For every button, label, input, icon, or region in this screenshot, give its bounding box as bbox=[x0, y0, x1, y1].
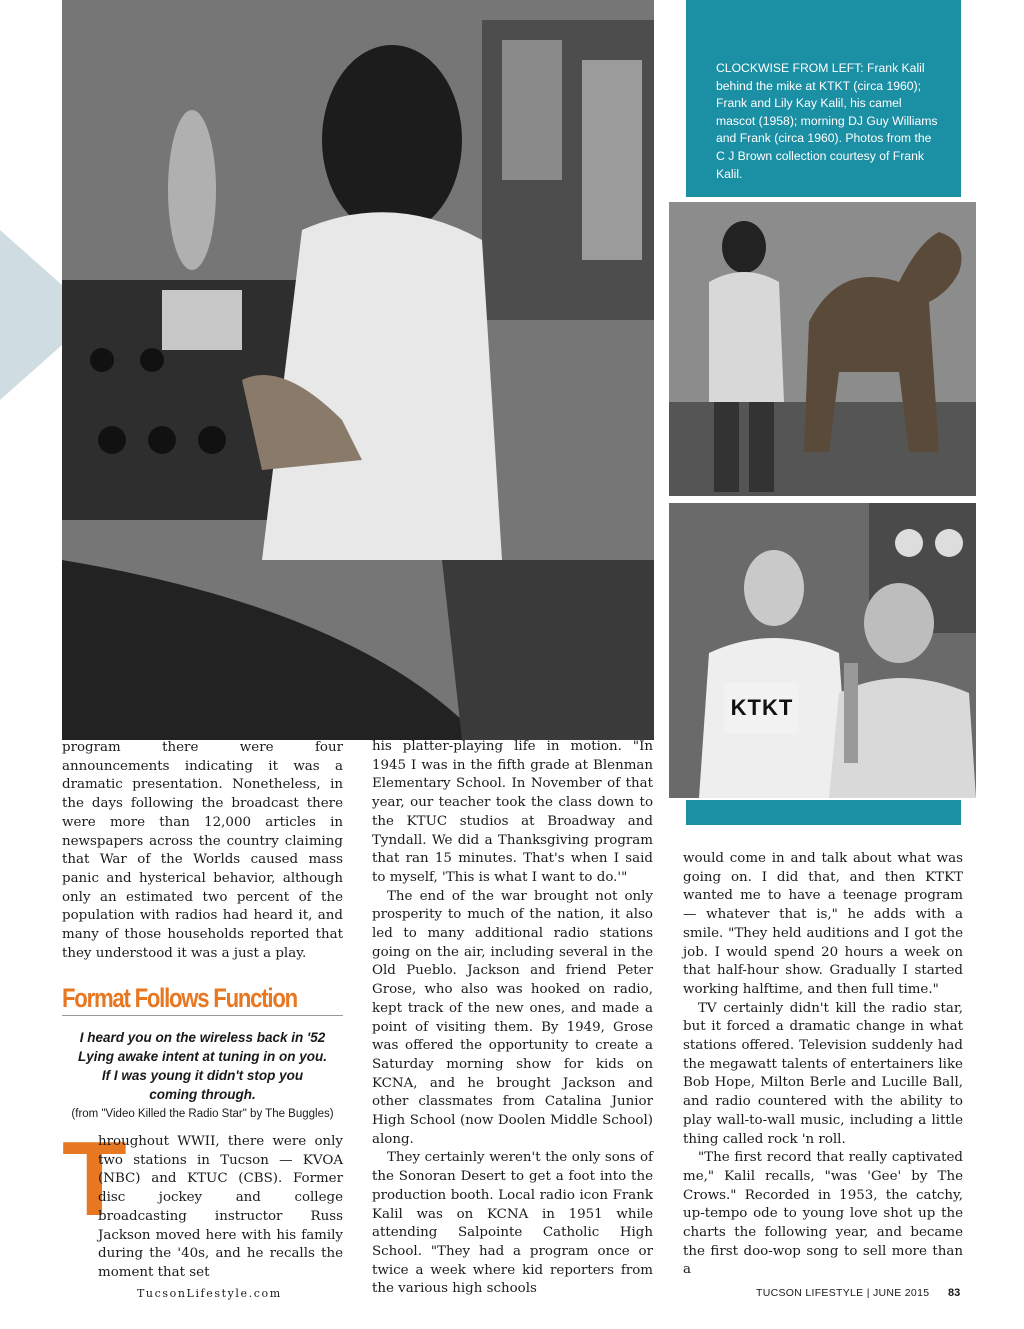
footer-publication: TUCSON LIFESTYLE | JUNE 2015 bbox=[756, 1287, 930, 1299]
paragraph: program there were four announcements indicating it was a dramatic presentation. Nonetheless, in the days following the broadcast there were more than 12,000 articles in newspapers across the country claiming that War of the Worlds caused mass panic and hysterical behavior, although only an estimated two percent of the population with radios had heard it, and many of those households reported that they understood it was a just a play. bbox=[62, 740, 343, 961]
drop-cap: T bbox=[62, 1120, 127, 1238]
paragraph: They certainly weren't the only sons of the Sonoran Desert to get a foot into the production booth. Local radio icon Frank Kalil was on KCNA in 1951 while attending Salpointe Catholic High School. "They had a program once or twice a week where kid reporters from the various high schools bbox=[372, 1150, 653, 1297]
photo-frank-kalil-at-mike bbox=[62, 0, 654, 740]
paragraph: The end of the war brought not only prosperity to much of the nation, it also led to many additional radio stations going on the air, including several in the Old Pueblo. Jackson and friend Peter Grose, who also was hooked on radio, kept track of the new ones, and made a point of visiting them. By 1949, Grose was offered the opportunity to create a Saturday morning show for kids on KCNA, and he brought Jackson and other classmates from Catalina Junior High School (now Doolen Middle School) along. bbox=[372, 888, 653, 1147]
photo-frank-with-camel bbox=[669, 202, 976, 496]
heading-rule bbox=[62, 1015, 343, 1016]
lyrics-citation: (from "Video Killed the Radio Star" by The Buggles) bbox=[71, 1108, 334, 1120]
photo-guy-williams-and-frank bbox=[669, 503, 976, 798]
lyrics-quote bbox=[62, 1028, 343, 1104]
paragraph: hroughout WWII, there were only two stations in Tucson — KVOA (NBC) and KTUC (CBS). Former disc jockey and college broadcasting instructor Russ Jackson moved here with his family during the '40s, and he recalls the moment that set bbox=[98, 1134, 343, 1280]
photo-caption: CLOCKWISE FROM LEFT: Frank Kalil behind the mike at KTKT (circa 1960); Frank and Lily Kay Kalil, his camel mascot (1958); morning DJ Guy Williams and Frank (circa 1960). Photos from the C J Brown collection courtesy of Frank Kalil. bbox=[716, 61, 938, 181]
column-1-lower-text bbox=[62, 1120, 343, 1283]
lyric-line: If I was young it didn't stop you bbox=[101, 1068, 304, 1083]
section-heading: Format Follows Function bbox=[62, 983, 297, 1013]
teal-strip bbox=[686, 800, 961, 825]
ktkt-sign-text: KTKT bbox=[730, 695, 794, 720]
decorative-arrow-shape bbox=[0, 230, 62, 400]
page-number: 83 bbox=[948, 1287, 961, 1299]
paragraph: would come in and talk about what was going on. I did that, and then KTKT wanted me to have a teenage program — whatever that is," he adds with a smile. "They held auditions and I got the job. I would spend 20 hours a week on that half-hour show. Gradually I started working halftime, and then full time." bbox=[683, 851, 963, 997]
paragraph: TV certainly didn't kill the radio star, but it forced a dramatic change in what stations offered. Television suddenly had the megawatt talents of entertainers like Bob Hope, Milton Berle and Lucille Ball, and radio countered with the ability to play wall-to-wall music, including a little thing called rock 'n roll. bbox=[683, 1000, 963, 1147]
column-1-text bbox=[62, 739, 343, 963]
column-2-text bbox=[372, 738, 653, 1299]
paragraph: his platter-playing life in motion. "In 1945 I was in the fifth grade at Blenman Elementary School. In November of that year, our teacher took the class down to the KTUC studios at Broadway and Tyndall. We did a Thanksgiving program that ran 15 minutes. That's when I said to myself, 'This is what I want to do.'" bbox=[372, 739, 653, 885]
column-3-text bbox=[683, 850, 963, 1280]
paragraph: "The first record that really captivated me," Kalil recalls, "was 'Gee' by The Crows." Recorded in 1953, the catchy, up-tempo ode to young love shot up the charts the following year, and became the first doo-wop song to sell more than a bbox=[683, 1150, 963, 1278]
footer-website: TucsonLifestyle.com bbox=[137, 1287, 282, 1300]
lyric-line: coming through. bbox=[149, 1087, 256, 1102]
lyric-line: I heard you on the wireless back in '52 bbox=[79, 1030, 326, 1045]
lyric-line: Lying awake intent at tuning in on you. bbox=[77, 1049, 327, 1064]
